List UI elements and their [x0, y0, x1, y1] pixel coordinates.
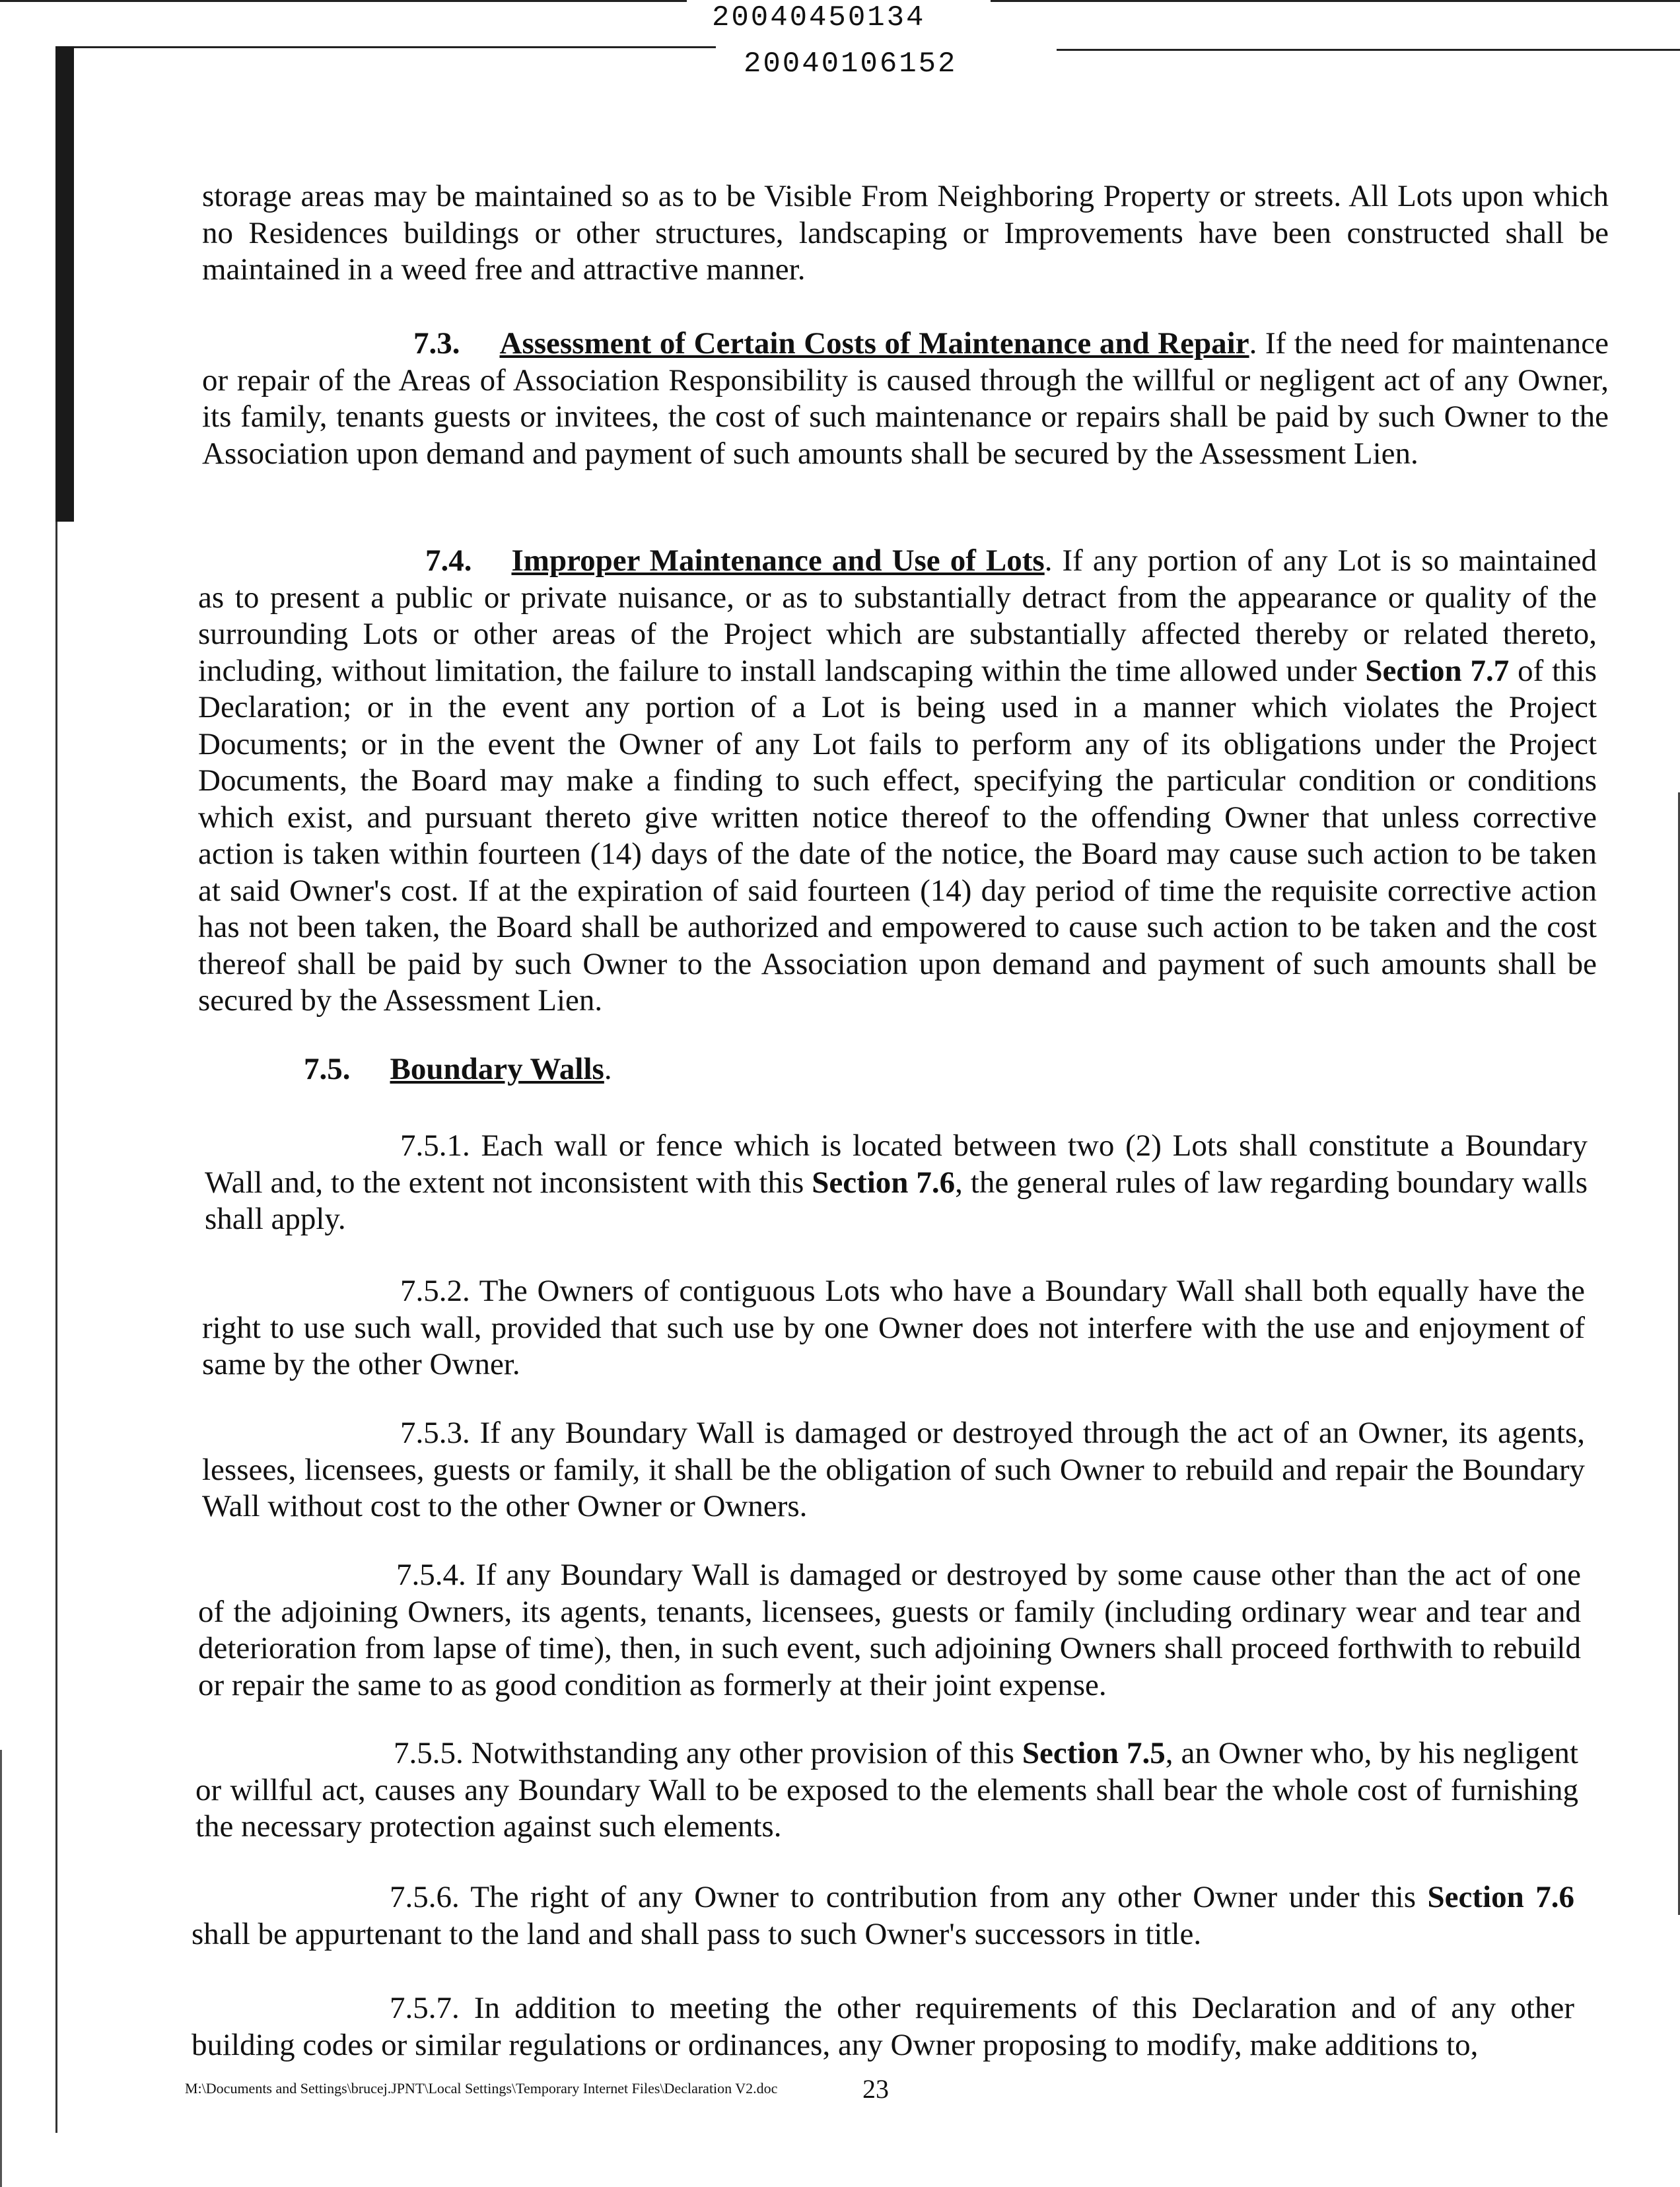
- scan-rule: [1057, 49, 1680, 51]
- section-title: Assessment of Certain Costs of Maintenance and Repair: [499, 326, 1249, 361]
- section-7-3: [202, 326, 1609, 472]
- subsection-text: 7.5.7. In addition to meeting the other requirements of this Declaration and of any other building codes or similar regulations or ordinances, any Owner proposing to modify, make additions to,: [192, 1991, 1574, 2062]
- subsection-7-5-3: [202, 1415, 1585, 1525]
- scan-margin-line: [55, 522, 57, 2133]
- scan-rule: [991, 0, 1680, 2]
- section-reference: Section 7.6: [1427, 1880, 1574, 1914]
- subsection-7-5-4: [198, 1557, 1581, 1704]
- subsection-7-5-5: [195, 1735, 1578, 1846]
- scan-rule: [0, 0, 687, 2]
- section-title: Improper Maintenance and Use of Lots: [511, 543, 1045, 578]
- subsection-text: 7.5.2. The Owners of contiguous Lots who have a Boundary Wall shall both equally have the right to use such wall, provided that such use by one Owner does not interfere with the use and enjoyment of same by the other Owner.: [202, 1274, 1585, 1381]
- scan-rule: [55, 46, 716, 48]
- subsection-text: shall be appurtenant to the land and shall pass to such Owner's successors in title.: [192, 1916, 1202, 1951]
- section-title-period: .: [604, 1052, 612, 1086]
- subsection-text: 7.5.5. Notwithstanding any other provision of this: [394, 1736, 1022, 1770]
- section-reference: Section 7.6: [812, 1165, 956, 1200]
- subsection-7-5-2: [202, 1273, 1585, 1383]
- section-7-5-heading: [304, 1051, 1096, 1088]
- section-number: 7.4.: [425, 543, 472, 578]
- recording-number-primary: 20040450134: [712, 1, 926, 34]
- recording-number-secondary: 20040106152: [744, 48, 958, 81]
- section-7-4: [198, 543, 1597, 1020]
- subsection-text: 7.5.4. If any Boundary Wall is damaged or destroyed by some cause other than the act of one of the adjoining Owners, its agents, tenants, licensees, guests or family (including ordinary wear and tear and deterioration from lapse of time), then, in such event, such adjoining Owners shall proceed forthwith to rebuild or repair the same to as good condition as formerly at their joint expense.: [198, 1558, 1581, 1702]
- section-reference: Section 7.7: [1365, 653, 1510, 688]
- scan-edge-line: [0, 1750, 2, 2187]
- footer-file-path: M:\Documents and Settings\brucej.JPNT\Local Settings\Temporary Internet Files\Declaration V2.doc: [185, 2080, 778, 2097]
- section-title: Boundary Walls: [390, 1052, 604, 1086]
- subsection-text: , an Owner who, by his negligent or willful act, causes any Boundary Wall to be exposed to the elements shall bear the whole cost of furnishing the necessary protection against such elements.: [195, 1736, 1578, 1844]
- section-number: 7.3.: [413, 326, 460, 361]
- section-number: 7.5.: [304, 1052, 351, 1086]
- subsection-text: 7.5.6. The right of any Owner to contribution from any other Owner under this: [390, 1880, 1428, 1914]
- subsection-7-5-6: [192, 1879, 1574, 1953]
- subsection-7-5-7: [192, 1990, 1574, 2064]
- subsection-text: 7.5.1. Each wall or fence which is located between two (2) Lots shall constitute a Boundary Wall and, to the extent not inconsistent with this: [205, 1128, 1588, 1200]
- continuation-paragraph: [202, 178, 1609, 289]
- scan-margin-bar: [55, 46, 74, 522]
- section-reference: Section 7.5: [1022, 1736, 1166, 1770]
- section-body: . If the need for maintenance or repair of the Areas of Association Responsibility is caused through the willful or negligent act of any Owner, its family, tenants guests or invitees, the cost of such maintenance or repairs shall be paid by such Owner to the Association upon demand and payment of such amounts shall be secured by the Assessment Lien.: [202, 326, 1609, 471]
- continuation-text: storage areas may be maintained so as to be Visible From Neighboring Property or streets. All Lots upon which no Residences buildings or other structures, landscaping or Improvements have been constructed shall be maintained in a weed free and attractive manner.: [202, 179, 1609, 287]
- subsection-text: 7.5.3. If any Boundary Wall is damaged or destroyed through the act of an Owner, its agents, lessees, licensees, guests or family, it shall be the obligation of such Owner to rebuild and repair the Boundary Wall without cost to the other Owner or Owners.: [202, 1416, 1585, 1523]
- subsection-7-5-1: [205, 1128, 1588, 1238]
- section-body: of this Declaration; or in the event any portion of a Lot is being used in a manner which violates the Project Documents; or in the event the Owner of any Lot fails to perform any of its obligations under the Project Documents, the Board may make a finding to such effect, specifying the particular condition or conditions which exist, and pursuant thereto give written notice thereof to the offending Owner that unless corrective action is taken within fourteen (14) days of the date of the notice, the Board may cause such action to be taken at said Owner's cost. If at the expiration of said fourteen (14) day period of time the requisite corrective action has not been taken, the Board shall be authorized and empowered to cause such action to be taken and the cost thereof shall be paid by such Owner to the Association upon demand and payment of such amounts shall be secured by the Assessment Lien.: [198, 653, 1597, 1018]
- page-number: 23: [862, 2074, 889, 2104]
- section-body: . If any portion of any Lot is so maintained as to present a public or private nuisance, or as to substantially detract from the appearance or quality of the surrounding Lots or other areas of the Project which are substantially affected thereby or related thereto, including, without limitation, the failure to install landscaping within the time allowed under: [198, 543, 1597, 688]
- subsection-text: , the general rules of law regarding boundary walls shall apply.: [205, 1165, 1588, 1236]
